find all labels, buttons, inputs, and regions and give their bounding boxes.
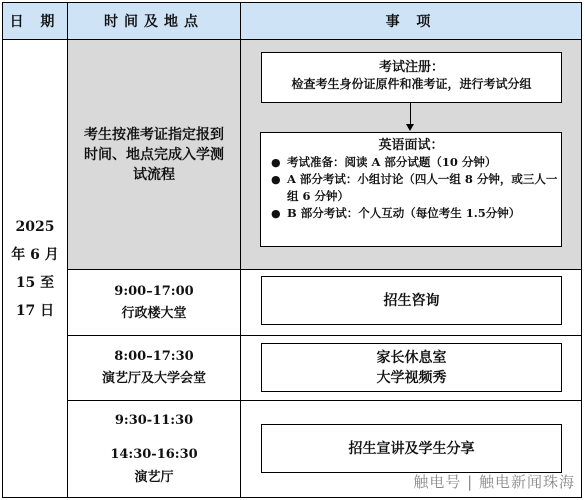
session-3-place: 演艺厅 [134,470,174,485]
header-date [2,2,68,40]
session-1-time-cell [67,269,241,336]
header-time-place [67,2,241,40]
flow-arrow-line [410,103,411,126]
interview-item [269,171,561,205]
interview-item [269,154,561,171]
session-2-time: 8:00–17:30 [114,349,194,364]
session-2-place: 演艺厅及大学会堂 [101,371,206,386]
session-1-event-box [261,276,562,325]
session-2-event-line2: 大学视频秀 [376,369,447,386]
interview-title: 英语面试： [378,138,444,153]
down-arrow-icon [406,124,414,131]
session-1-event: 招生咨询 [383,292,440,309]
registration-title: 考试注册： [378,60,444,75]
header-matters [240,2,582,40]
interview-item-text: A 部分考试：小组讨论（四人一组 8 分钟，或三人一组 6 分钟） [287,172,558,203]
bullet-icon: ● [271,173,281,186]
session-3-time1: 9:30-11:30 [114,413,194,428]
date-from: 15 至 [15,274,55,291]
process-description-cell [67,39,241,270]
session-3-time2: 14:30-16:30 [110,447,198,462]
session-1-place: 行政楼大堂 [121,305,187,321]
date-cell [2,39,68,498]
session-3-event-box [261,424,562,473]
interview-item-text: 考试准备：阅读 A 部分试题（10 分钟） [287,155,497,169]
registration-box [261,52,562,103]
watermark: 触电号 | 触电新闻珠海 [413,473,575,491]
date-month: 年 6 月 [11,246,59,263]
date-to: 17 日 [15,302,55,319]
process-description: 考生按准考证指定报到时间、地点完成入学测试流程 [84,126,224,183]
registration-desc: 检查考生身份证原件和准考证，进行考试分组 [291,77,532,91]
interview-item [269,205,561,222]
session-3-time-cell [67,400,241,498]
interview-box [260,132,562,247]
header-matters-label: 事 项 [385,14,437,30]
header-date-label: 日 期 [9,14,61,30]
interview-list [269,154,561,222]
session-2-time-cell [67,335,241,401]
header-time-place-label: 时间及地点 [104,14,204,30]
interview-item-text: B 部分考试：个人互动（每位考生 1.5分钟） [287,206,521,220]
session-2-event-line1: 家长休息室 [376,349,447,366]
date-year: 2025 [15,218,55,235]
session-2-event-box [261,343,562,392]
bullet-icon: ● [271,156,281,169]
bullet-icon: ● [271,207,281,220]
session-3-event: 招生宣讲及学生分享 [348,440,475,457]
session-1-time: 9:00–17:00 [114,283,194,299]
